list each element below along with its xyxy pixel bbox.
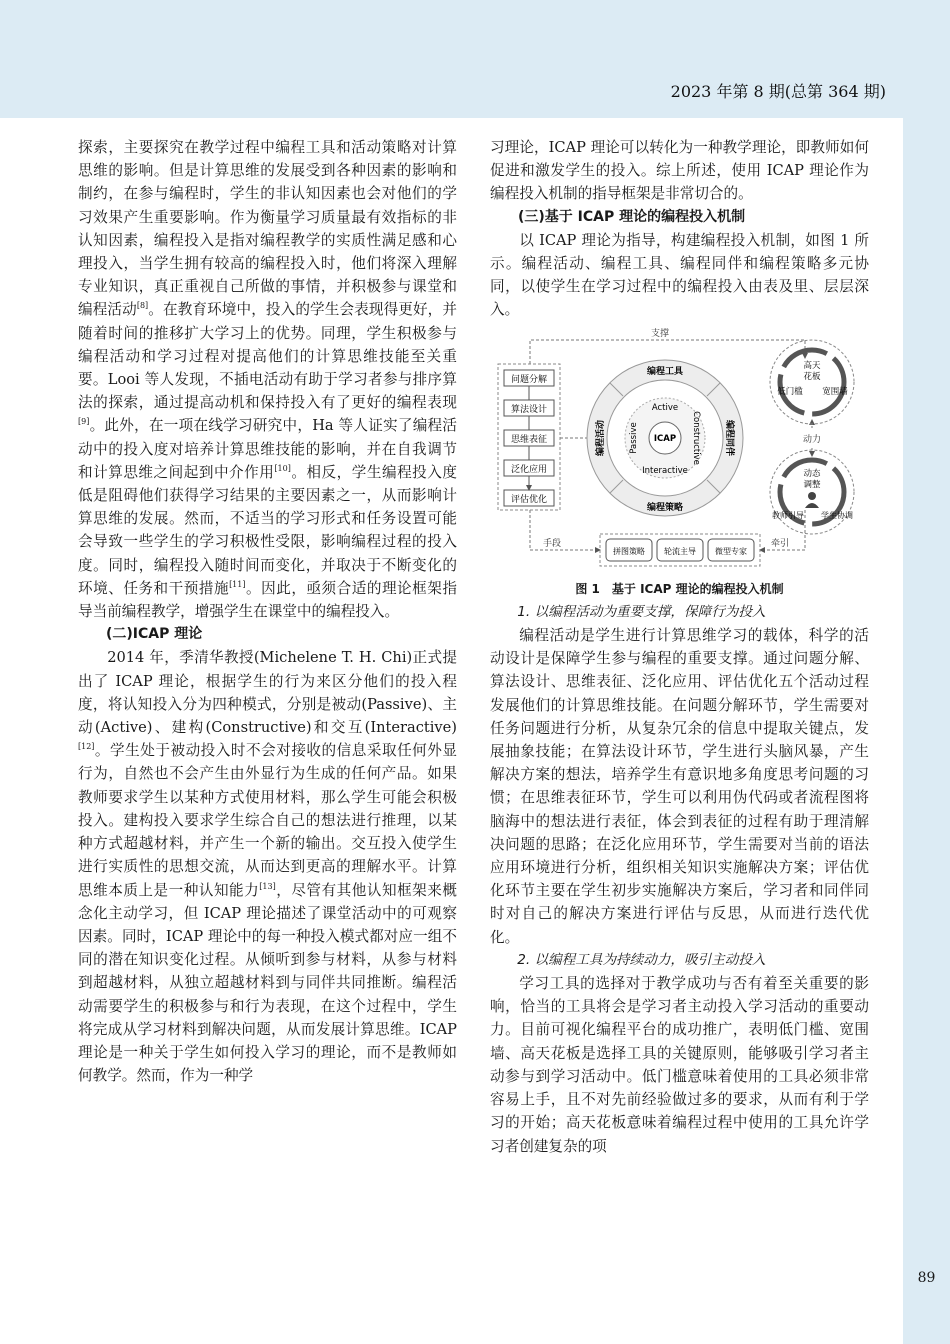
mode-passive: Passive: [629, 421, 639, 454]
ring-tools: 编程工具: [646, 366, 684, 377]
svg-text:宽围墙: 宽围墙: [822, 386, 848, 397]
label-means: 手段: [542, 538, 562, 549]
activity-list: [504, 370, 554, 506]
ring-peers: 编程同伴: [724, 419, 734, 456]
paragraph: 探索，主要探究在教学过程中编程工具和活动策略对计算思维的影响。但是计算思维的发展受到各种因素的影响和制约，在参与编程时，学生的非认知因素也会对他们的学习效果产生重要影响。作为衡量学习质量最有效指标的非认知因素，编程投入是指对编程教学的实质性满足感和心理投入，当学生拥有较高的编程投入时，他们将深入理解专业知识，真正重视自己所做的事情，并积极参与课堂和编程活动[8]。在教育环境中，投入的学生会表现得更好，并随着时间的推移扩大学习上的优势。同理，学生积极参与编程活动和学习过程对提高他们的计算思维技能至关重要。Looi 等人发现，不插电活动有助于学习者参与排序算法的探索，通过提高动机和保持投入有了更好的编程表现[9]。此外，在一项在线学习研究中，Ha 等人证实了编程活动中的投入度对培养计算思维技能的影响，并在自我调节和计算思维之间起到中介作用[10]。相反，学生编程投入度低是阻碍他们获得学习结果的主要因素之一，从而影响计算思维的发展。然而，不适当的学习形式和任务设置可能会导致一些学生的学习积极性受限，影响编程过程的投入度。同时，编程投入随时间而变化，并取决于不断变化的环境、任务和干预措施[11]。因此，亟须合适的理论框架指导当前编程教学，增强学生在课堂中的编程投入。: [78, 139, 457, 621]
label-support: 支撑: [650, 328, 670, 339]
svg-text:高天: 高天: [803, 360, 821, 371]
right-margin-band: [903, 118, 950, 1344]
svg-text:低门槛: 低门槛: [777, 386, 803, 397]
paragraph: 2014 年，季清华教授(Michelene T. H. Chi)正式提出了 ICAP 理论，根据学生的行为来区分他们的投入程度，将认知投入分为四种模式，分别是被动(Passive)、主动(Active)、建构(Constructive)和交互(Interactive)[12]。学生处于被动投入时不会对接收的信息采取任何外显行为，自然也不会产生由外显行为生成的任何产品。如果教师要求学生以某种方式使用材料，那么学生可能会积极投入。建构投入要求学生综合自己的想法进行推理，以某种方式超越材料，并产生一个新的输出。交互投入使学生进行实质性的思想交流，从而达到更高的理解水平。计算思维本质上是一种认知能力[13]，尽管有其他认知框架来概念化主动学习，但 ICAP 理论描述了课堂活动中的可观察因素。同时，ICAP 理论中的每一种投入模式都对应一组不同的潜在知识变化过程。从倾听到参与材料，从参与材料到超越材料，从独立超越材料到与同伴共同推断。编程活动需要学生的积极参与和行为表现，在这个过程中，学生将完成从学习材料到解决问题，从而发展计算思维。ICAP 理论是一种关于学生如何投入学习的理论，而不是教师如何教学。然而，作为一种学: [78, 649, 457, 1085]
journal-issue: 2023 年第 8 期(总第 364 期): [670, 82, 886, 101]
activity-item: 问题分解: [510, 374, 548, 385]
citation: [13]: [259, 881, 276, 891]
paragraph: 学习工具的选择对于教学成功与否有着至关重要的影响，恰当的工具将会是学习者主动投入学习活动的重要动力。目前可视化编程平台的成功推广，表明低门槛、宽围墙、高天花板是选择工具的关键原则，能够吸引学习者主动参与到学习活动中。低门槛意味着使用的工具必须非常容易上手，且不对先前经验做过多的要求，从而有利于学习的开始；高天花板意味着编程过程中使用的工具允许学习者创建复杂的项: [490, 975, 869, 1155]
right-column: [490, 136, 869, 1158]
left-column: [78, 136, 457, 1087]
subsection-heading: 1. 以编程活动为重要支撑，保障行为投入: [517, 603, 766, 620]
label-motivation: 动力: [802, 434, 822, 445]
activity-item: 算法设计: [510, 404, 548, 415]
ring-activities: 编程活动: [596, 419, 606, 456]
svg-text:学生协调: 学生协调: [821, 510, 853, 520]
figure-engagement-mechanism: [490, 328, 868, 574]
paragraph: 以 ICAP 理论为指导，构建编程投入机制，如图 1 所示。编程活动、编程工具、编程同伴和编程策略多元协同，以使学生在学习过程中的编程投入由表及里、层层深入。: [490, 231, 869, 319]
citation: [9]: [78, 417, 90, 427]
strategy-item: 拼图策略: [613, 546, 645, 556]
paragraph: 编程活动是学生进行计算思维学习的载体，科学的活动设计是保障学生参与编程的重要支撑。通过问题分解、算法设计、思维表征、泛化应用、评估优化五个活动过程发展他们的计算思维技能。在问题分解环节，学生需要对任务问题进行分析，从复杂冗余的信息中提取关键点，发展抽象技能；在算法设计环节，学生进行头脑风暴，产生解决方案的想法，培养学生有意识地多角度思考问题的习惯；在思维表征环节，学生可以利用伪代码或者流程图将脑海中的想法进行表征，体会到表征的过程有助于理清解决问题的思路；在泛化应用环节，学生需要对当前的语法应用环境进行分析，组织相关知识实施解决方案；评估优化环节主要在学生初步实施解决方案后，学习者和同伴同时对自己的解决方案进行评估与反思，从而进行迭代优化。: [490, 627, 869, 946]
strategy-item: 轮流主导: [664, 546, 696, 556]
mode-active: Active: [651, 402, 679, 413]
section-heading: (二)ICAP 理论: [106, 626, 203, 643]
activity-item: 泛化应用: [510, 464, 548, 475]
svg-text:花板: 花板: [803, 371, 821, 382]
strategy-list: [600, 534, 760, 566]
page-number: 89: [917, 1270, 936, 1286]
citation: [10]: [274, 463, 291, 473]
icap-ring-diagram: [587, 360, 743, 516]
mode-interactive: Interactive: [642, 465, 688, 476]
strategy-item: 微型专家: [715, 546, 747, 556]
person-icon: [808, 492, 816, 500]
svg-text:动态: 动态: [803, 468, 821, 479]
tools-principles-circle: [770, 340, 854, 424]
section-heading: (三)基于 ICAP 理论的编程投入机制: [518, 208, 746, 225]
mode-constructive: Constructive: [691, 410, 701, 465]
activity-item: 评估优化: [510, 494, 548, 505]
paragraph: 习理论，ICAP 理论可以转化为一种教学理论，即教师如何促进和激发学生的投入。综上所述，使用 ICAP 理论作为编程投入机制的指导框架是非常切合的。: [490, 139, 869, 203]
figure-caption: 图 1 基于 ICAP 理论的编程投入机制: [575, 581, 784, 596]
citation: [11]: [229, 580, 246, 589]
means-arrow: [530, 510, 600, 550]
icap-center: ICAP: [653, 433, 677, 444]
label-pull: 牵引: [770, 538, 790, 549]
svg-text:教师引导: 教师引导: [772, 510, 804, 520]
citation: [12]: [78, 742, 95, 752]
ring-strategies: 编程策略: [646, 502, 684, 513]
peer-adjustment-circle: [770, 450, 854, 534]
subsection-heading: 2. 以编程工具为持续动力，吸引主动投入: [517, 951, 766, 968]
activity-item: 思维表征: [510, 434, 548, 445]
svg-text:调整: 调整: [803, 479, 821, 490]
citation: [8]: [136, 301, 149, 311]
